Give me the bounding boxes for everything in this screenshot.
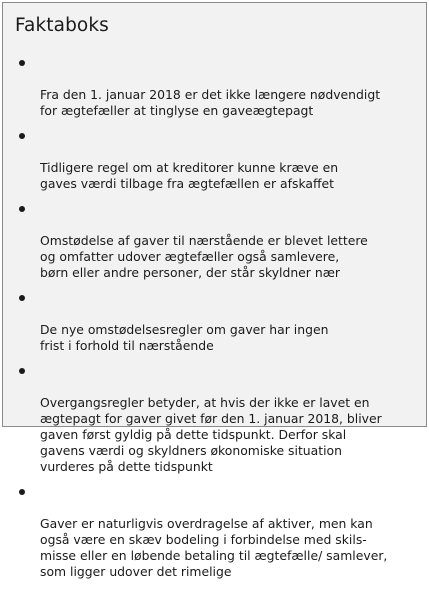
bullet-icon — [19, 489, 25, 495]
bullet-icon — [19, 368, 25, 374]
list-item — [3, 55, 426, 119]
list-item-text: Omstødelse af gaver til nærstående er blevet lettere og omfatter udover ægtefæller også samlevere, børn eller andre personer, der står skyldner nær — [40, 233, 368, 280]
factbox-list — [3, 55, 426, 589]
bullet-icon — [19, 206, 25, 212]
list-item — [3, 484, 426, 580]
factbox — [2, 2, 427, 579]
list-item-text: Overgangsregler betyder, at hvis der ikke er lavet en ægtepagt for gaver givet før den 1. januar 2018, bliver gaven først gyldig på dette tidspunkt. Derfor skal gavens værdi og skyldners økonomiske situation vurderes på dette tidspunkt — [40, 395, 382, 474]
list-item — [3, 290, 426, 354]
list-item — [3, 201, 426, 281]
bullet-icon — [19, 60, 25, 66]
list-item — [3, 128, 426, 192]
bullet-icon — [19, 295, 25, 301]
list-item — [3, 363, 426, 475]
list-item-text: Fra den 1. januar 2018 er det ikke længere nødvendigt for ægtefæller at tinglyse en gaveægtepagt — [40, 87, 381, 118]
factbox-title: Faktaboks — [15, 15, 109, 36]
bullet-icon — [19, 133, 25, 139]
list-item-text: Gaver er naturligvis overdragelse af aktiver, men kan også være en skæv bodeling i forbindelse med skils- misse eller en løbende betaling til ægtefælle/ samlever, som ligger udover det rimelige — [40, 516, 388, 579]
list-item-text: De nye omstødelsesregler om gaver har ingen frist i forhold til nærstående — [40, 322, 329, 353]
list-item-text: Tidligere regel om at kreditorer kunne kræve en gaves værdi tilbage fra ægtefællen er afskaffet — [40, 160, 339, 191]
